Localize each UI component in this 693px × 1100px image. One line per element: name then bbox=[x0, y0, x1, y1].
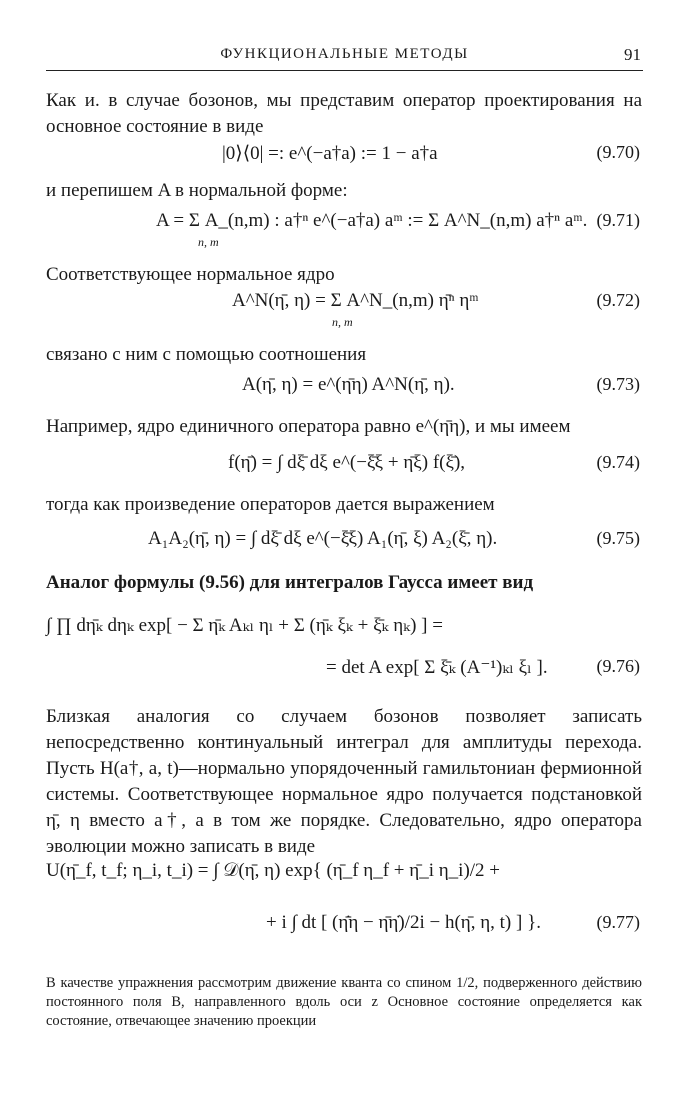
equation-9-76-line-1 bbox=[46, 614, 642, 644]
paragraph-4: связано с ним с помощью соотношения bbox=[46, 344, 367, 365]
equation-body: A(η̄, η) = e^(η̄η) A^N(η̄, η). bbox=[242, 374, 455, 395]
equation-body: + i ∫ dt [ (η̄̇η − η̄η̇)/2i − h(η̄, η, t) ] }. bbox=[266, 912, 541, 933]
equation-body: A = Σ A_(n,m) : a†ⁿ e^(−a†a) aᵐ := Σ A^N_(n,m) a†ⁿ aᵐ. bbox=[156, 210, 588, 231]
equation-9-77-line-2 bbox=[46, 912, 642, 942]
equation-label: (9.71) bbox=[596, 210, 640, 230]
page-number: 91 bbox=[624, 45, 641, 64]
sum-index: n, m bbox=[198, 235, 219, 249]
equation-9-74 bbox=[46, 452, 642, 482]
paragraph-5: Например, ядро единичного оператора равно e^(η̄η), и мы имеем bbox=[46, 416, 571, 437]
equation-9-76-line-2 bbox=[46, 656, 642, 686]
equation-label: (9.72) bbox=[596, 290, 640, 310]
equation-9-75 bbox=[46, 528, 642, 558]
equation-body: U(η̄_f, t_f; η_i, t_i) = ∫ 𝒟(η̄, η) exp{ (η̄_f η_f + η̄_i η_i)/2 + bbox=[46, 860, 501, 881]
paragraph-7: Аналог формулы (9.56) для интегралов Гаусса имеет вид bbox=[46, 572, 534, 593]
header-title: ФУНКЦИОНАЛЬНЫЕ МЕТОДЫ bbox=[220, 46, 469, 62]
paragraph-9: В качестве упражнения рассмотрим движение кванта со спином 1/2, подверженного действию постоянного поля B, направленного вдоль оси z Основное состояние определяется как состояние, отвечающее значению проекции bbox=[46, 975, 642, 1029]
paragraph-2: и перепишем A в нормальной форме: bbox=[46, 180, 348, 201]
equation-body: A^N(η̄, η) = Σ A^N_(n,m) η̄ⁿ ηᵐ bbox=[232, 290, 479, 311]
equation-body: f(η̄) = ∫ dξ̄ dξ e^(−ξ̄ξ + η̄ξ) f(ξ̄), bbox=[228, 452, 466, 473]
equation-body: = det A exp[ Σ ξ̄ₖ (A⁻¹)ₖₗ ξₗ ]. bbox=[326, 657, 548, 678]
equation-9-71 bbox=[46, 210, 642, 249]
running-header bbox=[46, 40, 643, 71]
sum-index: n, m bbox=[332, 315, 353, 329]
equation-body: A₁A₂(η̄, η) = ∫ dξ̄ dξ e^(−ξ̄ξ) A₁(η̄, ξ) A₂(ξ̄, η). bbox=[148, 528, 498, 549]
equation-label: (9.70) bbox=[596, 142, 640, 162]
equation-9-72 bbox=[46, 290, 642, 329]
equation-body: ∫ ∏ dη̄ₖ dηₖ exp[ − Σ η̄ₖ Aₖₗ ηₗ + Σ (η̄ₖ ξₖ + ξ̄ₖ ηₖ) ] = bbox=[46, 615, 443, 636]
equation-label: (9.76) bbox=[596, 656, 640, 676]
equation-label: (9.75) bbox=[596, 528, 640, 548]
paragraph-1: Как и. в случае бозонов, мы представим оператор проектирования на основное состояние в виде bbox=[46, 90, 642, 137]
equation-body: |0⟩⟨0| =: e^(−a†a) := 1 − a†a bbox=[222, 143, 438, 164]
equation-label: (9.73) bbox=[596, 374, 640, 394]
equation-9-73 bbox=[46, 374, 642, 404]
equation-label: (9.74) bbox=[596, 452, 640, 472]
equation-9-77-line-1 bbox=[46, 860, 642, 890]
paragraph-8: Близкая аналогия со случаем бозонов позволяет записать непосредственно континуальный интеграл для амплитуды перехода. Пусть H(a†, a, t)—нормально упорядоченный гамильтониан фермионной системы. Соответствующее нормальное ядро получается подстановкой η̄, η вместо a†, a в том же порядке. Следовательно, ядро оператора эволюции можно записать в виде bbox=[46, 706, 642, 857]
paragraph-6: тогда как произведение операторов дается выражением bbox=[46, 494, 495, 515]
paragraph-3: Соответствующее нормальное ядро bbox=[46, 264, 335, 285]
equation-9-70 bbox=[46, 142, 642, 172]
equation-label: (9.77) bbox=[596, 912, 640, 932]
